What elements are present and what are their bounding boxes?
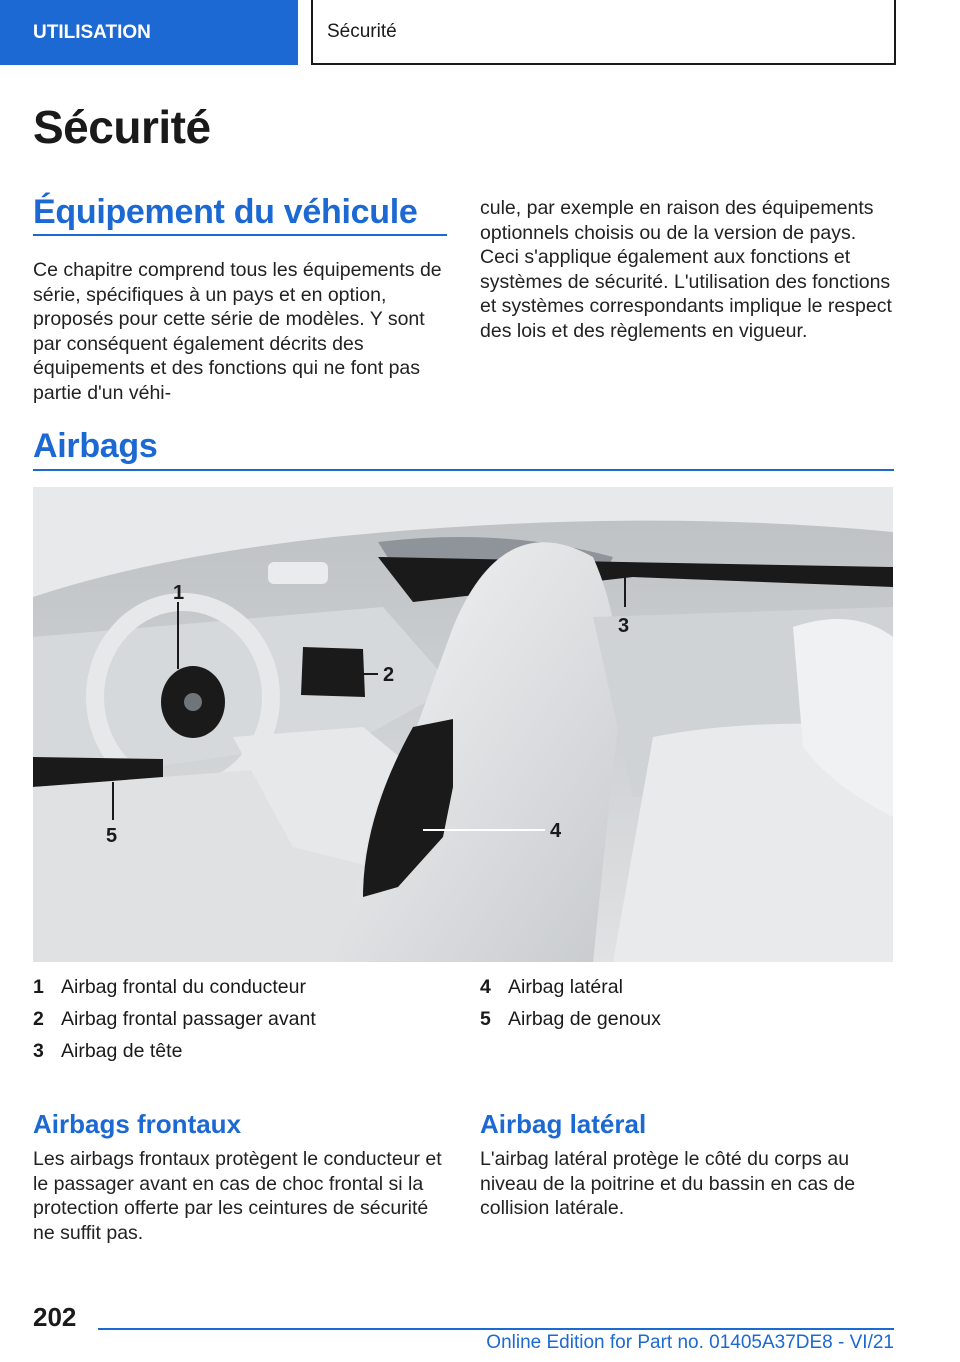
legend-item <box>480 971 661 1003</box>
legend-label: Airbag de genoux <box>508 1008 661 1030</box>
car-interior-drawing <box>33 487 893 962</box>
steering-logo <box>184 693 202 711</box>
header-topic-tab: Sécurité <box>311 0 896 65</box>
legend-number: 2 <box>33 1008 44 1030</box>
page-title: Sécurité <box>33 101 211 153</box>
legend-label: Airbag frontal du conducteur <box>61 976 306 998</box>
legend-number: 3 <box>33 1040 44 1062</box>
heading-rule <box>33 469 894 471</box>
callout-2: 2 <box>383 664 395 686</box>
rear-view-mirror <box>268 562 328 584</box>
legend-item <box>33 1035 316 1067</box>
legend-label: Airbag frontal passager avant <box>61 1008 316 1030</box>
legend-item <box>480 1003 661 1035</box>
callout-1: 1 <box>173 582 185 604</box>
page-number: 202 <box>33 1302 77 1332</box>
airbag-illustration <box>33 487 893 962</box>
legend-number: 4 <box>480 976 491 998</box>
legend-left <box>33 971 316 1067</box>
footer-edition: Online Edition for Part no. 01405A37DE8 - VI/21 <box>486 1332 894 1353</box>
paragraph-equipment-col2: cule, par exemple en raison des équipements optionnels choisis ou de la version de pays. Ceci s'applique également aux fonctions et systèmes de sécurité. L'utilisation des fonctions et systèmes correspondants implique le respect des lois et des règlements en vigueur. <box>480 197 892 342</box>
heading-frontal-airbags: Airbags frontaux <box>33 1109 242 1139</box>
callout-3: 3 <box>618 615 630 637</box>
heading-side-airbag: Airbag latéral <box>480 1109 647 1139</box>
legend-number: 1 <box>33 976 44 998</box>
paragraph-side-airbag: L'airbag latéral protège le côté du corps au niveau de la poitrine et du bassin en cas de collision latérale. <box>480 1148 856 1219</box>
legend-item <box>33 1003 316 1035</box>
legend-item <box>33 971 316 1003</box>
legend-label: Airbag latéral <box>508 976 623 998</box>
legend-label: Airbag de tête <box>61 1040 183 1062</box>
paragraph-equipment-col1: Ce chapitre comprend tous les équipements de série, spécifiques à un pays et en option, proposés pour cette série de modèles. Y sont par conséquent également décrits des équipements et des fonctions qui ne font pas partie d'un véhi- <box>33 259 442 404</box>
heading-airbags: Airbags <box>33 427 158 465</box>
legend-number: 5 <box>480 1008 491 1030</box>
footer-rule <box>98 1328 894 1330</box>
airbag-passenger-zone <box>301 647 365 697</box>
callout-5: 5 <box>106 825 118 847</box>
legend-right <box>480 971 661 1035</box>
heading-vehicle-equipment: Équipement du véhicule <box>33 193 418 231</box>
paragraph-frontal-airbags: Les airbags frontaux protègent le conducteur et le passager avant en cas de choc frontal si la protection offerte par les ceintures de sécurité ne suffit pas. <box>33 1148 442 1244</box>
callout-4: 4 <box>550 820 562 842</box>
heading-rule <box>33 234 447 236</box>
header-section-tab: UTILISATION <box>0 0 298 65</box>
